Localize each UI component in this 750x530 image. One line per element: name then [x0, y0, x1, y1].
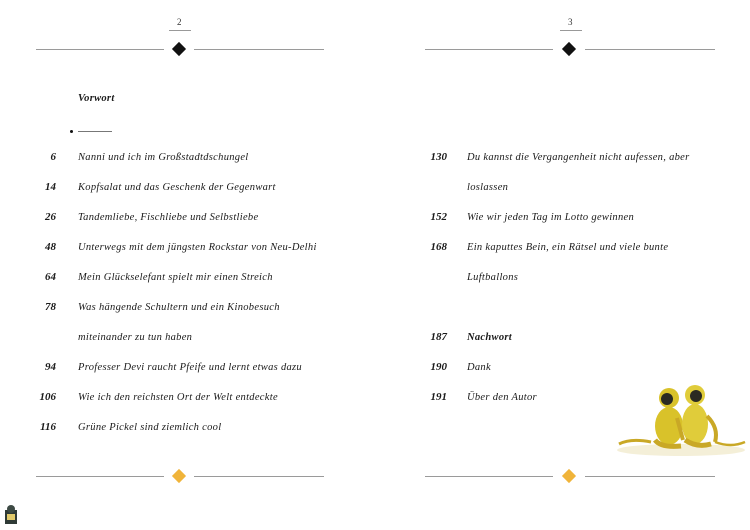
toc-entry-number: 106 — [39, 391, 56, 403]
toc-entry-title: Unterwegs mit dem jüngsten Rockstar von Neu-Delhi — [78, 242, 317, 253]
monkeys-illustration — [611, 378, 749, 458]
toc-entry-number: 14 — [45, 181, 56, 193]
page-number-left: 2 — [177, 17, 182, 27]
toc-entry-title: Wie ich den reichsten Ort der Welt entdeckte — [78, 392, 278, 403]
toc-entry-number: 6 — [50, 151, 56, 163]
toc-entry-title: Professer Devi raucht Pfeife und lernt etwas dazu — [78, 362, 302, 373]
top-rule-right — [194, 49, 324, 50]
toc-entry-title: Nanni und ich im Großstadtdschungel — [78, 152, 249, 163]
page-number-underline — [560, 30, 582, 31]
toc-entry-number: 26 — [45, 211, 56, 223]
toc-entry-number: 187 — [430, 331, 447, 343]
top-rule-right — [585, 49, 715, 50]
bullet-rule — [78, 131, 112, 132]
toc-entry-title-nachwort: Nachwort — [467, 332, 512, 343]
bottom-rule-right — [585, 476, 715, 477]
black-diamond-ornament — [172, 42, 186, 56]
page-number-right: 3 — [568, 17, 573, 27]
bottom-rule-right — [194, 476, 324, 477]
top-rule-left — [425, 49, 553, 50]
toc-entry-title: Dank — [467, 362, 491, 373]
top-rule-left — [36, 49, 164, 50]
toc-entry-number: 116 — [40, 421, 56, 433]
corner-figure-icon — [2, 504, 20, 526]
toc-entry-title: Mein Glückselefant spielt mir einen Streich — [78, 272, 273, 283]
toc-entry-number: 168 — [430, 241, 447, 253]
black-diamond-ornament — [562, 42, 576, 56]
toc-entry-title: Wie wir jeden Tag im Lotto gewinnen — [467, 212, 635, 223]
toc-entry-title: Über den Autor — [467, 392, 537, 403]
bottom-rule-left — [425, 476, 553, 477]
toc-entry-title: Was hängende Schultern und ein Kinobesuch — [78, 302, 280, 313]
toc-entry-number: 190 — [430, 361, 447, 373]
toc-entry-title: Tandemliebe, Fischliebe und Selbstliebe — [78, 212, 259, 223]
toc-entry-title-continued: loslassen — [467, 182, 509, 193]
toc-entry-number: 191 — [430, 391, 447, 403]
gold-diamond-ornament — [172, 469, 186, 483]
toc-entry-title: Du kannst die Vergangenheit nicht aufessen, aber — [467, 152, 690, 163]
bottom-rule-left — [36, 476, 164, 477]
toc-entry-number: 48 — [45, 241, 56, 253]
toc-entry-title: Ein kaputtes Bein, ein Rätsel und viele bunte — [467, 242, 669, 253]
toc-entry-number: 130 — [430, 151, 447, 163]
toc-entry-title-continued: miteinander zu tun haben — [78, 332, 193, 343]
toc-entry-title: Grüne Pickel sind ziemlich cool — [78, 422, 222, 433]
toc-entry-number: 64 — [45, 271, 56, 283]
toc-entry-number: 152 — [430, 211, 447, 223]
right-page — [375, 0, 750, 530]
toc-entry-title: Kopfsalat und das Geschenk der Gegenwart — [78, 182, 276, 193]
toc-heading-vorwort: Vorwort — [78, 93, 115, 104]
gold-diamond-ornament — [562, 469, 576, 483]
bullet-dot — [70, 130, 73, 133]
toc-entry-number: 78 — [45, 301, 56, 313]
toc-entry-number: 94 — [45, 361, 56, 373]
page-number-underline — [169, 30, 191, 31]
toc-entry-title-continued: Luftballons — [467, 272, 519, 283]
